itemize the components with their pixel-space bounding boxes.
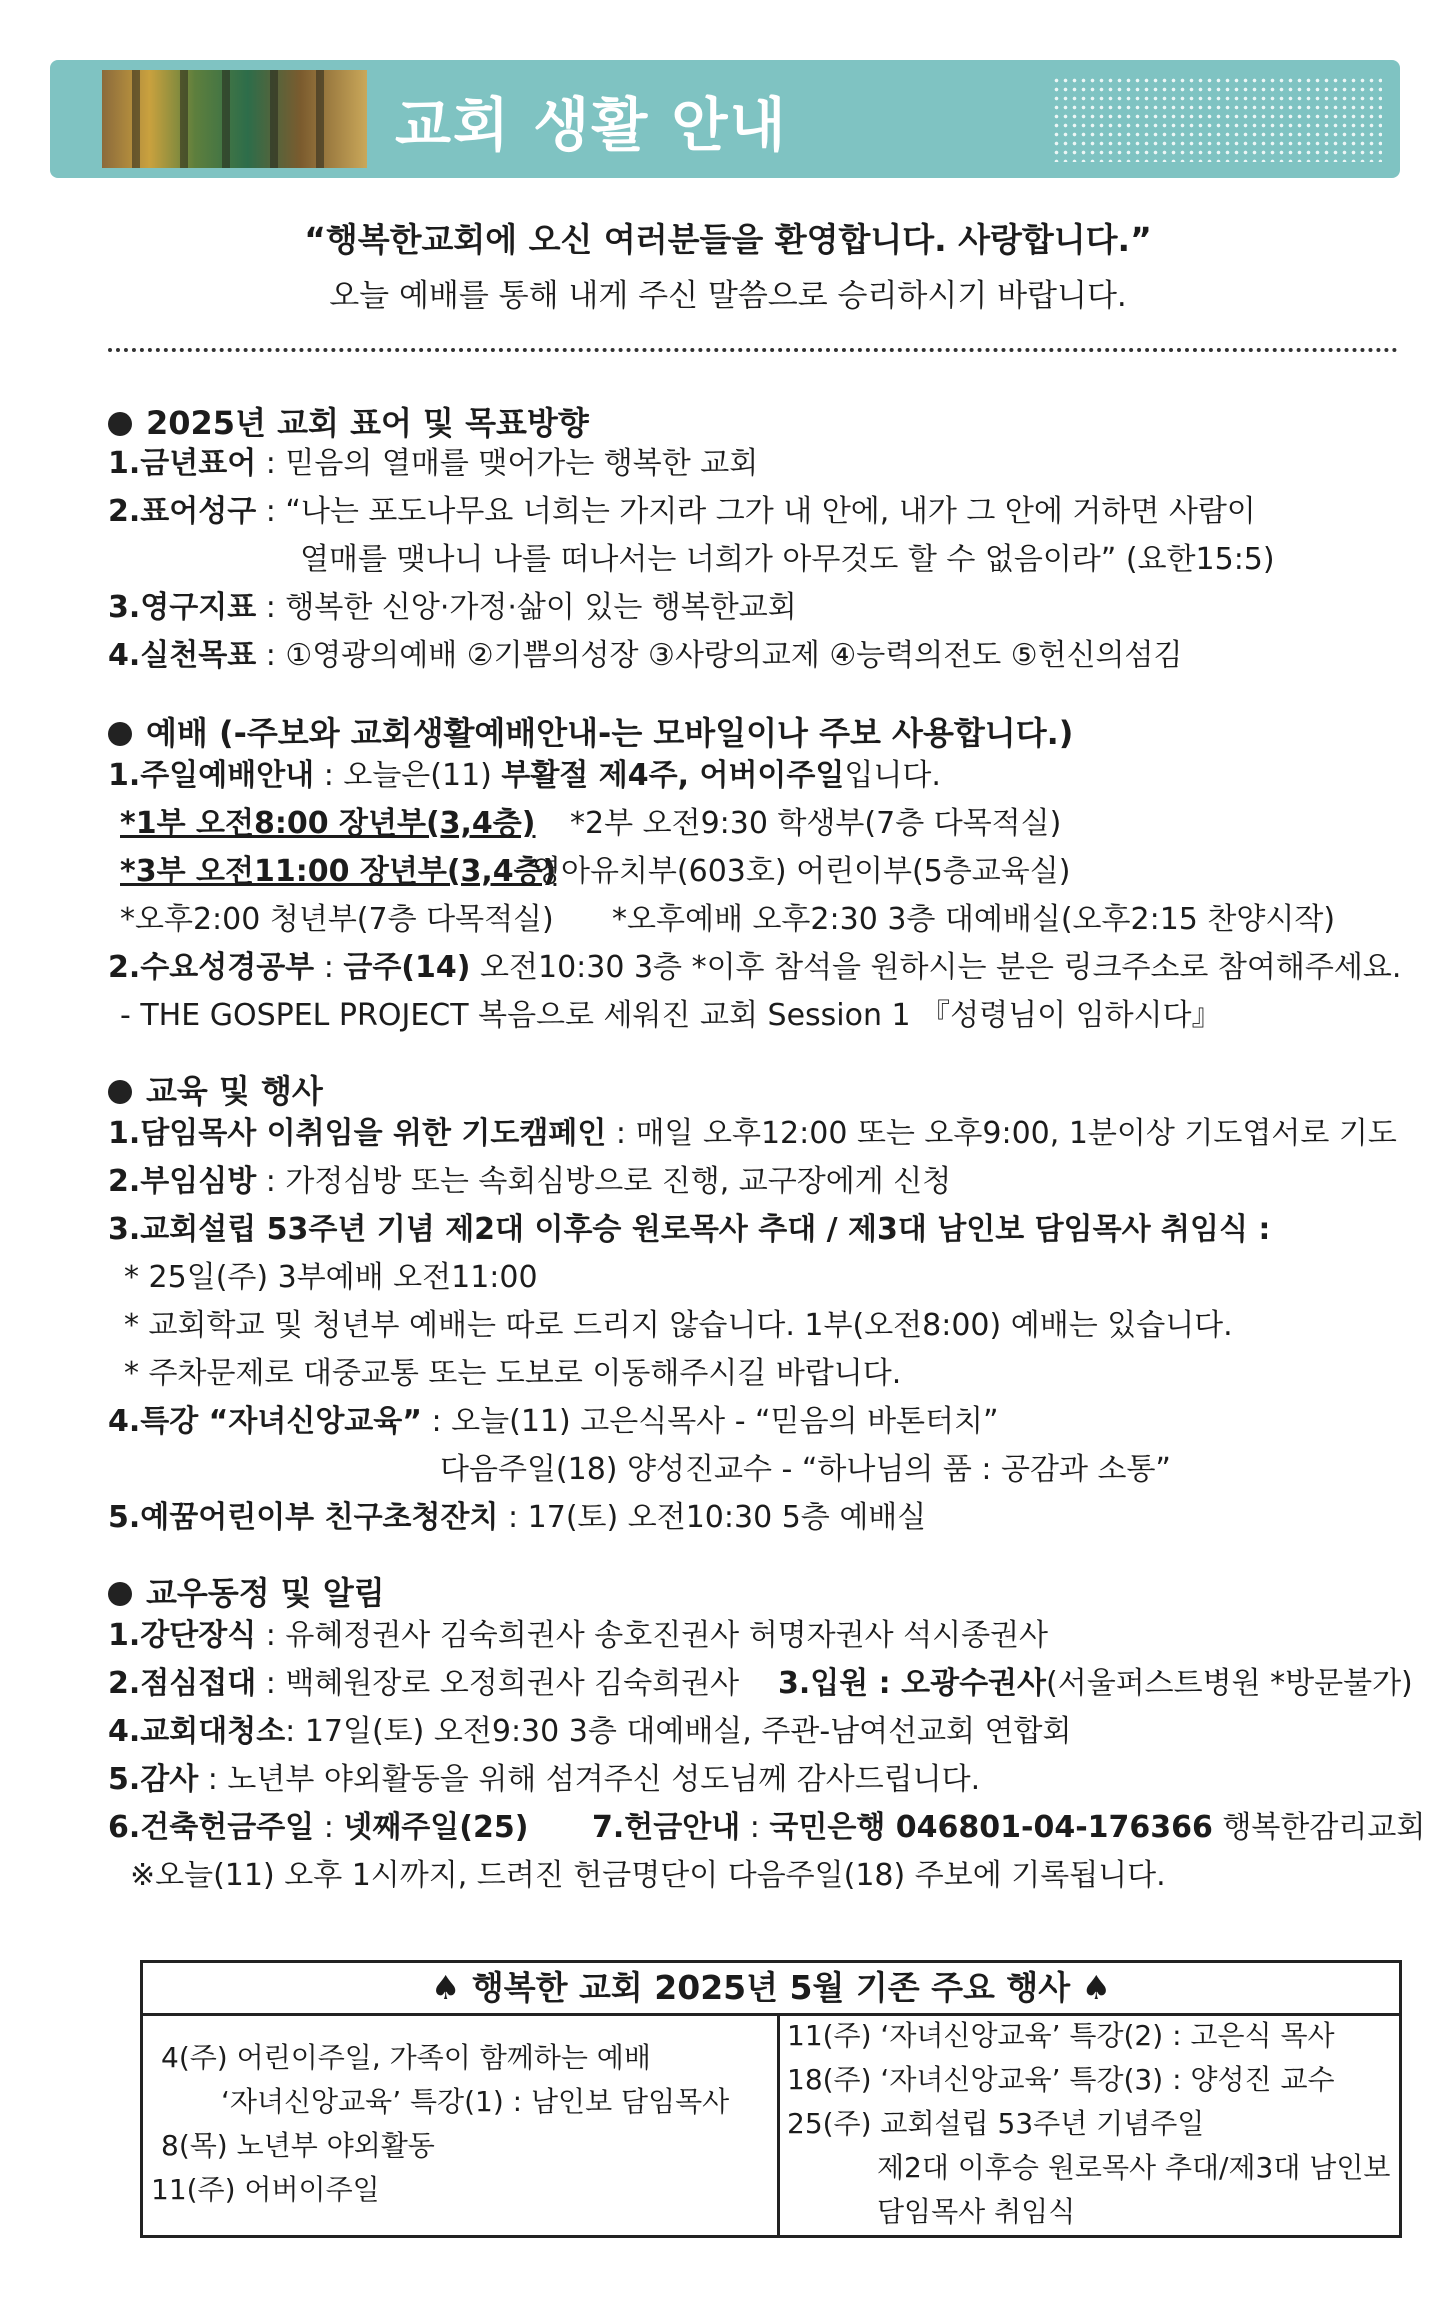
worship-line-2: 2.수요성경공부 : 금주(14) 오전10:30 3층 *이후 참석을 원하시는 분은 링크주소로 참여해주세요.	[108, 950, 1402, 985]
education-line-2: 2.부임심방 : 가정심방 또는 속회심방으로 진행, 교구장에게 신청	[108, 1164, 952, 1199]
dotted-divider	[108, 348, 1398, 352]
event-left-2: ‘자녀신앙교육’ 특강(1) : 남인보 담임목사	[221, 2085, 730, 2118]
section-education-title: 교육 및 행사	[108, 1066, 323, 1112]
events-table-title: ♠ 행복한 교회 2025년 5월 기존 주요 행사 ♠	[143, 1963, 1399, 2016]
worship-service-1: *1부 오전8:00 장년부(3,4층)	[120, 806, 536, 841]
bullet-icon	[108, 722, 132, 746]
event-right-1: 11(주) ‘자녀신앙교육’ 특강(2) : 고은식 목사	[787, 2019, 1335, 2052]
event-right-4: 제2대 이후승 원로목사 추대/제3대 남인보	[877, 2151, 1391, 2184]
education-bullet-1: * 25일(주) 3부예배 오전11:00	[124, 1260, 538, 1295]
banner-photo	[102, 70, 367, 168]
worship-line-3: - THE GOSPEL PROJECT 복음으로 세워진 교회 Session 1 『성령님이 임하시다』	[120, 998, 1222, 1033]
page-title: 교회 생활 안내	[395, 91, 788, 159]
news-line-4: 5.감사 : 노년부 야외활동을 위해 섬겨주신 성도님께 감사드립니다.	[108, 1762, 981, 1797]
education-line-3: 3.교회설립 53주년 기념 제2대 이후승 원로목사 추대 / 제3대 남인보 담임목사 취임식 :	[108, 1212, 1271, 1247]
event-right-2: 18(주) ‘자녀신앙교육’ 특강(3) : 양성진 교수	[787, 2063, 1335, 2096]
education-line-4: 4.특강 “자녀신앙교육” : 오늘(11) 고은식목사 - “믿음의 바톤터치”	[108, 1404, 999, 1439]
education-bullet-3: * 주차문제로 대중교통 또는 도보로 이동해주시길 바랍니다.	[124, 1356, 902, 1391]
news-line-2: 2.점심접대 : 백혜원장로 오정희권사 김숙희권사	[108, 1666, 740, 1701]
motto-line-4: 4.실천목표 : ①영광의예배 ②기쁨의성장 ③사랑의교제 ④능력의전도 ⑤헌신의섬김	[108, 638, 1183, 673]
news-line-6: ※오늘(11) 오후 1시까지, 드려진 헌금명단이 다음주일(18) 주보에 기록됩니다.	[130, 1858, 1166, 1893]
education-bullet-2: * 교회학교 및 청년부 예배는 따로 드리지 않습니다. 1부(오전8:00) 예배는 있습니다.	[124, 1308, 1233, 1343]
event-left-3: 8(목) 노년부 야외활동	[161, 2129, 435, 2162]
news-line-5: 6.건축헌금주일 : 넷째주일(25)	[108, 1810, 529, 1845]
banner-dot-pattern	[1052, 76, 1382, 162]
welcome-line-2: 오늘 예배를 통해 내게 주신 말씀으로 승리하시기 바랍니다.	[329, 278, 1127, 314]
section-motto-title: 2025년 교회 표어 및 목표방향	[108, 398, 589, 444]
education-line-1: 1.담임목사 이취임을 위한 기도캠페인 : 매일 오후12:00 또는 오후9:00, 1분이상 기도엽서로 기도	[108, 1116, 1397, 1151]
news-line-1: 1.강단장식 : 유혜정권사 김숙희권사 송호진권사 허명자권사 석시종권사	[108, 1618, 1049, 1653]
bullet-icon	[108, 412, 132, 436]
worship-service-youth: *오후2:00 청년부(7층 다목적실)	[120, 902, 554, 937]
worship-line-1: 1.주일예배안내 : 오늘은(11) 부활절 제4주, 어버이주일입니다.	[108, 758, 941, 793]
bullet-icon	[108, 1080, 132, 1104]
news-line-3: 4.교회대청소: 17일(토) 오전9:30 3층 대예배실, 주관-남여선교회 연합회	[108, 1714, 1072, 1749]
event-right-3: 25(주) 교회설립 53주년 기념주일	[787, 2107, 1205, 2140]
worship-service-2: *2부 오전9:30 학생부(7층 다목적실)	[570, 806, 1062, 841]
motto-line-2: 2.표어성구 : “나는 포도나무요 너희는 가지라 그가 내 안에, 내가 그 안에 거하면 사람이	[108, 494, 1256, 529]
header-banner	[50, 60, 1400, 178]
section-worship-title: 예배 (-주보와 교회생활예배안내-는 모바일이나 주보 사용합니다.)	[108, 708, 1073, 754]
bullet-icon	[108, 1582, 132, 1606]
event-left-1: 4(주) 어린이주일, 가족이 함께하는 예배	[161, 2041, 651, 2074]
motto-line-3: 3.영구지표 : 행복한 신앙·가정·삶이 있는 행복한교회	[108, 590, 797, 625]
motto-line-1: 1.금년표어 : 믿음의 열매를 맺어가는 행복한 교회	[108, 446, 759, 481]
event-right-5: 담임목사 취임식	[877, 2195, 1076, 2228]
education-line-4-cont: 다음주일(18) 양성진교수 - “하나님의 품 : 공감과 소통”	[440, 1452, 1171, 1487]
motto-line-2-cont: 열매를 맺나니 나를 떠나서는 너희가 아무것도 할 수 없음이라” (요한15:5)	[300, 542, 1275, 577]
education-line-5: 5.예꿈어린이부 친구초청잔치 : 17(토) 오전10:30 5층 예배실	[108, 1500, 927, 1535]
worship-service-3: *3부 오전11:00 장년부(3,4층)	[120, 854, 557, 889]
section-news-title: 교우동정 및 알림	[108, 1568, 385, 1614]
events-table	[140, 1960, 1402, 2238]
welcome-line-1: “행복한교회에 오신 여러분들을 환영합니다. 사랑합니다.”	[304, 220, 1152, 259]
news-line-2-admission: 3.입원 : 오광수권사(서울퍼스트병원 *방문불가)	[778, 1666, 1413, 1701]
event-left-4: 11(주) 어버이주일	[151, 2173, 380, 2206]
news-line-5-offering: 7.헌금안내 : 국민은행 046801-04-176366 행복한감리교회	[592, 1810, 1426, 1845]
worship-service-children: 영아유치부(603호) 어린이부(5층교육실)	[532, 854, 1071, 889]
worship-service-afternoon: *오후예배 오후2:30 3층 대예배실(오후2:15 찬양시작)	[612, 902, 1336, 937]
events-column-divider	[777, 2013, 780, 2238]
